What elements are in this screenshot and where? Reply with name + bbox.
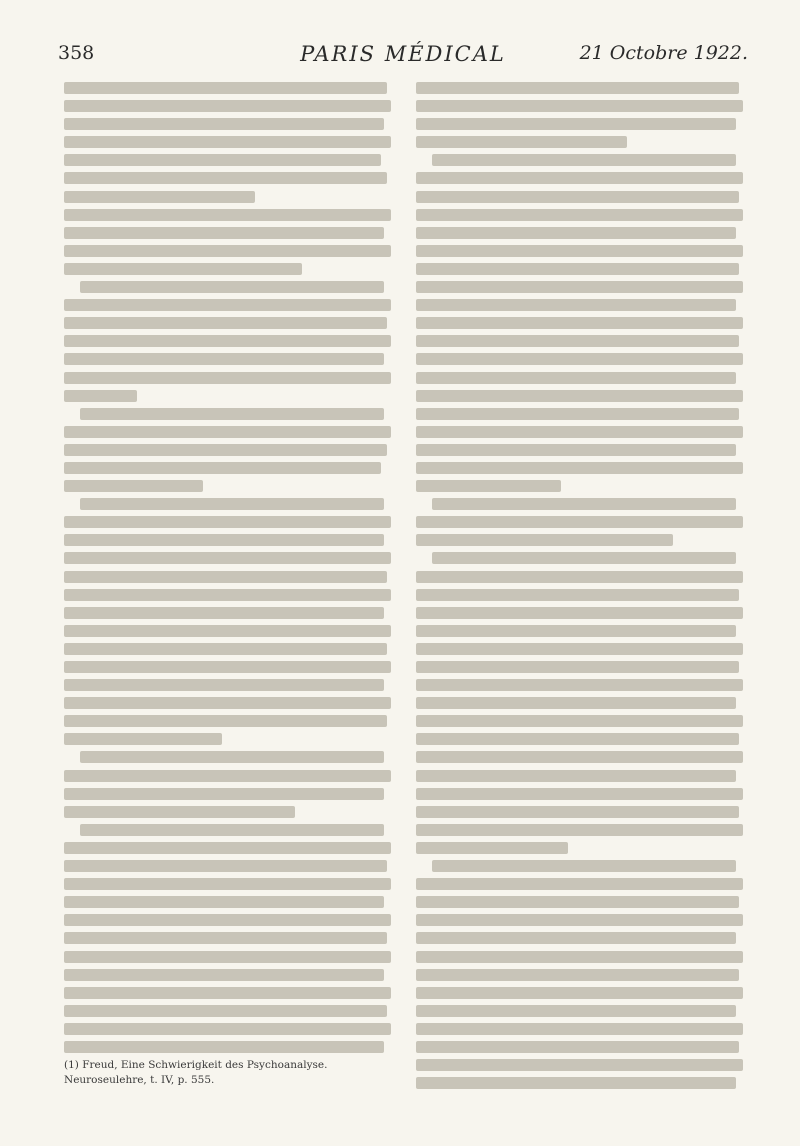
text-line xyxy=(416,263,739,275)
text-line xyxy=(64,951,391,963)
text-line xyxy=(416,625,736,637)
text-line xyxy=(416,607,743,619)
text-line xyxy=(64,480,203,492)
journal-title: PARIS MÉDICAL xyxy=(300,42,506,66)
text-line xyxy=(80,498,384,510)
text-line xyxy=(64,317,387,329)
text-line xyxy=(80,281,384,293)
text-line xyxy=(64,589,391,601)
text-line xyxy=(64,1005,387,1017)
text-line xyxy=(416,733,739,745)
text-line xyxy=(64,444,387,456)
text-line xyxy=(64,697,391,709)
text-line xyxy=(64,860,387,872)
text-line xyxy=(64,227,384,239)
text-line xyxy=(64,118,384,130)
text-line xyxy=(416,951,743,963)
text-line xyxy=(64,914,391,926)
text-line xyxy=(64,770,391,782)
text-line xyxy=(416,679,743,691)
page-header xyxy=(58,42,748,72)
text-line xyxy=(64,969,384,981)
text-line xyxy=(64,625,391,637)
text-line xyxy=(64,643,387,655)
text-line xyxy=(64,715,387,727)
text-line xyxy=(64,932,387,944)
text-line xyxy=(64,100,391,112)
text-line xyxy=(64,1041,384,1053)
text-line xyxy=(64,987,391,999)
text-line xyxy=(416,643,743,655)
text-line xyxy=(416,824,743,836)
text-line xyxy=(64,788,384,800)
text-line xyxy=(416,516,743,528)
text-line xyxy=(416,571,743,583)
text-line xyxy=(416,932,736,944)
text-line xyxy=(416,806,739,818)
text-line xyxy=(432,498,736,510)
text-line xyxy=(416,317,743,329)
text-line xyxy=(64,299,391,311)
text-line xyxy=(64,552,391,564)
text-line xyxy=(416,444,736,456)
text-line xyxy=(64,154,381,166)
text-line xyxy=(416,227,736,239)
text-line xyxy=(416,335,739,347)
text-line xyxy=(416,896,739,908)
text-line xyxy=(64,172,387,184)
text-line xyxy=(64,878,391,890)
text-line xyxy=(64,335,391,347)
text-line xyxy=(416,534,673,546)
text-line xyxy=(80,408,384,420)
text-line xyxy=(416,589,739,601)
text-line xyxy=(64,1023,391,1035)
text-line xyxy=(64,806,295,818)
text-line xyxy=(416,281,743,293)
text-line xyxy=(64,353,384,365)
text-line xyxy=(432,154,736,166)
text-line xyxy=(64,209,391,221)
text-line xyxy=(64,136,391,148)
text-line xyxy=(416,426,743,438)
text-line xyxy=(416,353,743,365)
text-line xyxy=(64,842,391,854)
text-line xyxy=(64,245,391,257)
text-line xyxy=(416,209,743,221)
left-column-body-text xyxy=(64,76,394,1051)
text-line xyxy=(64,534,384,546)
text-line xyxy=(416,136,627,148)
text-line xyxy=(64,426,391,438)
text-line xyxy=(416,462,743,474)
text-line xyxy=(416,299,736,311)
text-line xyxy=(64,733,222,745)
text-line xyxy=(80,751,384,763)
text-line xyxy=(416,191,739,203)
text-line xyxy=(416,914,743,926)
text-line xyxy=(416,770,736,782)
text-line xyxy=(80,824,384,836)
text-line xyxy=(64,82,387,94)
text-line xyxy=(416,1077,736,1089)
text-line xyxy=(64,679,384,691)
text-line xyxy=(416,751,743,763)
issue-date: 21 Octobre 1922. xyxy=(579,42,748,64)
footnote: (1) Freud, Eine Schwierigkeit des Psychoanalyse. Neuroseulehre, t. IV, p. 555. xyxy=(64,1059,328,1086)
page-number: 358 xyxy=(58,42,95,64)
text-line xyxy=(416,372,736,384)
text-line xyxy=(416,987,743,999)
text-line xyxy=(64,571,387,583)
text-line xyxy=(432,860,736,872)
text-line xyxy=(416,172,743,184)
text-line xyxy=(416,408,739,420)
text-line xyxy=(416,697,736,709)
text-line xyxy=(416,1005,736,1017)
text-line xyxy=(416,715,743,727)
text-line xyxy=(64,896,384,908)
right-column-body-text xyxy=(416,76,746,1094)
text-line xyxy=(64,263,302,275)
text-line xyxy=(64,661,391,673)
text-line xyxy=(416,878,743,890)
text-line xyxy=(64,607,384,619)
text-line xyxy=(416,118,736,130)
text-line xyxy=(416,788,743,800)
text-line xyxy=(64,390,137,402)
text-line xyxy=(432,552,736,564)
text-line xyxy=(64,372,391,384)
text-line xyxy=(416,100,743,112)
text-line xyxy=(416,661,739,673)
text-line xyxy=(416,390,743,402)
text-line xyxy=(64,191,255,203)
text-line xyxy=(416,480,561,492)
text-line xyxy=(416,842,568,854)
text-line xyxy=(416,969,739,981)
text-line xyxy=(416,1023,743,1035)
text-line xyxy=(64,462,381,474)
text-line xyxy=(416,1059,743,1071)
text-line xyxy=(64,516,391,528)
text-line xyxy=(416,245,743,257)
text-line xyxy=(416,1041,739,1053)
text-line xyxy=(416,82,739,94)
